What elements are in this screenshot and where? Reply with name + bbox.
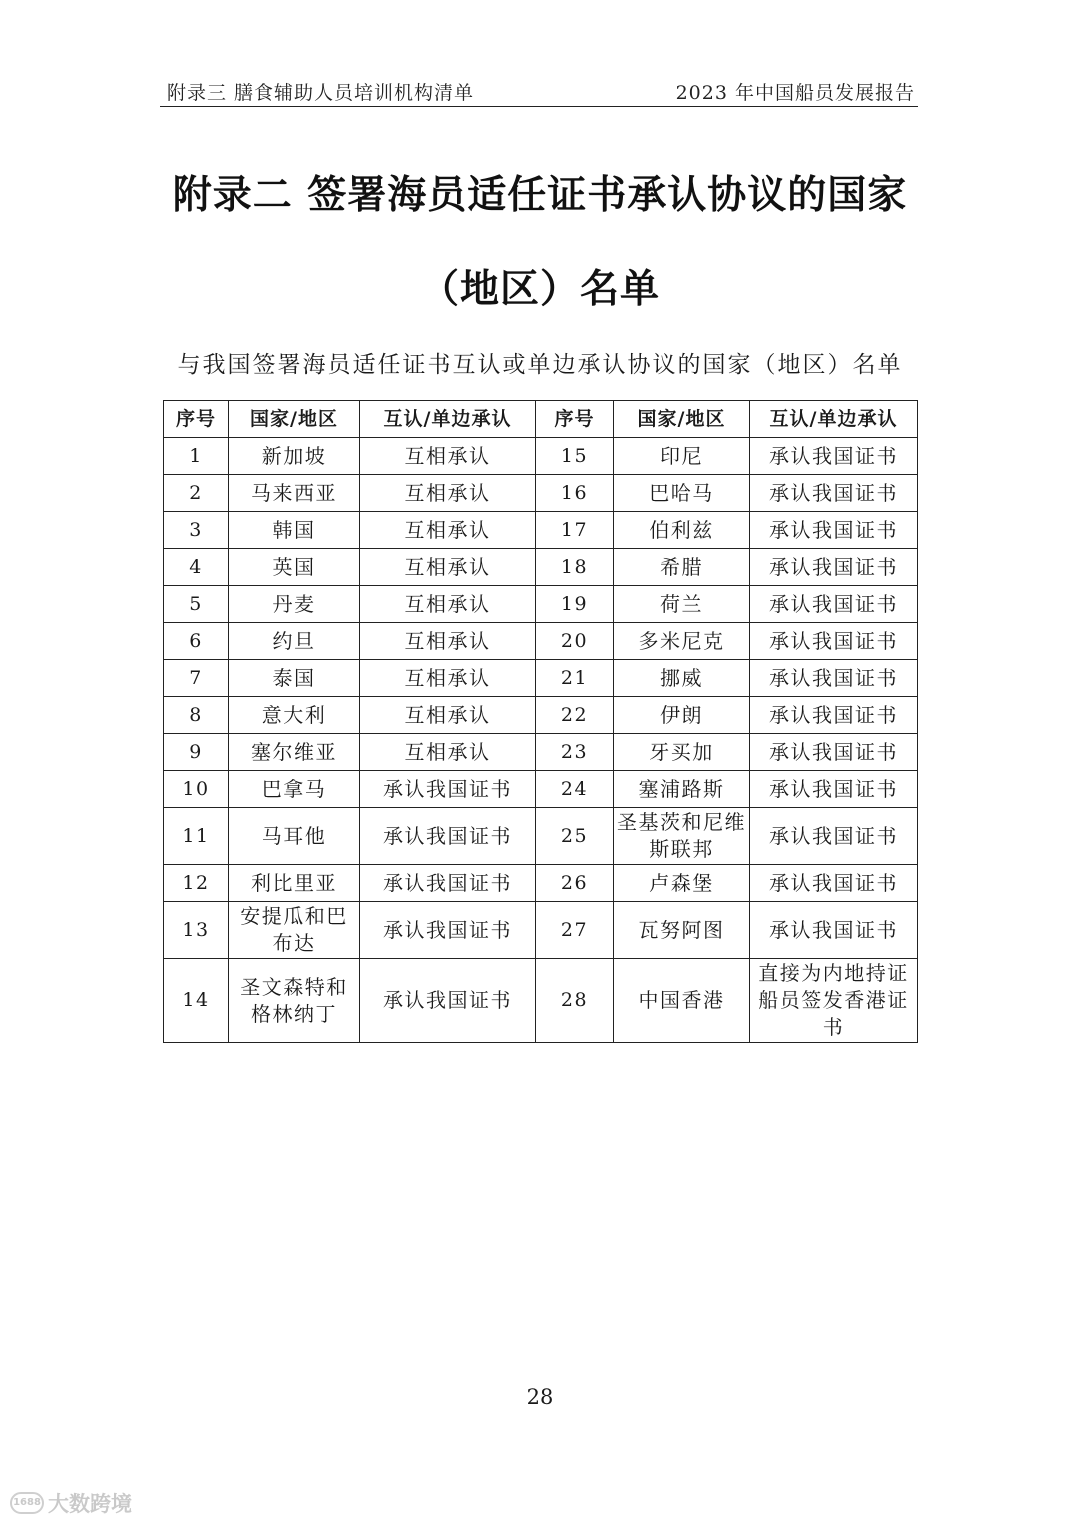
country-cell: 安提瓜和巴布达: [229, 902, 360, 959]
recognition-cell: 承认我国证书: [360, 959, 536, 1043]
recognition-cell: 承认我国证书: [750, 512, 918, 549]
header-serial-2: 序号: [536, 401, 614, 438]
serial-cell: 13: [164, 902, 229, 959]
recognition-cell: 承认我国证书: [750, 660, 918, 697]
serial-cell: 14: [164, 959, 229, 1043]
country-cell: 伯利兹: [614, 512, 750, 549]
serial-cell: 24: [536, 771, 614, 808]
recognition-cell: 直接为内地持证船员签发香港证书: [750, 959, 918, 1043]
serial-cell: 20: [536, 623, 614, 660]
country-cell: 新加坡: [229, 438, 360, 475]
recognition-cell: 承认我国证书: [750, 902, 918, 959]
country-cell: 印尼: [614, 438, 750, 475]
country-cell: 卢森堡: [614, 865, 750, 902]
agreement-countries-table: [163, 400, 918, 1043]
country-cell: 丹麦: [229, 586, 360, 623]
serial-cell: 11: [164, 808, 229, 865]
serial-cell: 10: [164, 771, 229, 808]
serial-cell: 12: [164, 865, 229, 902]
header-country-2: 国家/地区: [614, 401, 750, 438]
recognition-cell: 承认我国证书: [750, 549, 918, 586]
table-row: [164, 902, 918, 959]
table-row: [164, 808, 918, 865]
recognition-cell: 承认我国证书: [750, 475, 918, 512]
country-cell: 牙买加: [614, 734, 750, 771]
serial-cell: 27: [536, 902, 614, 959]
watermark: [10, 1488, 132, 1518]
recognition-cell: 互相承认: [360, 549, 536, 586]
table-row: [164, 697, 918, 734]
serial-cell: 7: [164, 660, 229, 697]
recognition-cell: 承认我国证书: [750, 586, 918, 623]
running-header-right: 2023 年中国船员发展报告: [675, 82, 915, 104]
serial-cell: 26: [536, 865, 614, 902]
watermark-text: 大数跨境: [48, 1492, 132, 1516]
watermark-logo-icon: 1688: [10, 1492, 44, 1514]
table-row: [164, 586, 918, 623]
country-cell: 挪威: [614, 660, 750, 697]
recognition-cell: 承认我国证书: [360, 771, 536, 808]
serial-cell: 2: [164, 475, 229, 512]
country-cell: 圣基茨和尼维斯联邦: [614, 808, 750, 865]
serial-cell: 22: [536, 697, 614, 734]
recognition-cell: 承认我国证书: [750, 623, 918, 660]
table-row: [164, 771, 918, 808]
recognition-cell: 互相承认: [360, 586, 536, 623]
page-number: 28: [526, 1385, 554, 1409]
country-cell: 塞尔维亚: [229, 734, 360, 771]
country-cell: 韩国: [229, 512, 360, 549]
country-cell: 中国香港: [614, 959, 750, 1043]
country-cell: 荷兰: [614, 586, 750, 623]
recognition-cell: 承认我国证书: [750, 771, 918, 808]
serial-cell: 21: [536, 660, 614, 697]
table-header-row: [164, 401, 918, 438]
serial-cell: 15: [536, 438, 614, 475]
recognition-cell: 承认我国证书: [750, 438, 918, 475]
table-row: [164, 959, 918, 1043]
country-cell: 巴哈马: [614, 475, 750, 512]
country-cell: 英国: [229, 549, 360, 586]
header-serial-1: 序号: [164, 401, 229, 438]
table-row: [164, 475, 918, 512]
serial-cell: 23: [536, 734, 614, 771]
table-row: [164, 734, 918, 771]
recognition-cell: 互相承认: [360, 697, 536, 734]
country-cell: 泰国: [229, 660, 360, 697]
serial-cell: 9: [164, 734, 229, 771]
serial-cell: 17: [536, 512, 614, 549]
recognition-cell: 互相承认: [360, 734, 536, 771]
table-row: [164, 438, 918, 475]
recognition-cell: 互相承认: [360, 475, 536, 512]
table-row: [164, 512, 918, 549]
serial-cell: 3: [164, 512, 229, 549]
serial-cell: 25: [536, 808, 614, 865]
recognition-cell: 互相承认: [360, 438, 536, 475]
table-row: [164, 660, 918, 697]
page-title-line-2: （地区）名单: [419, 267, 660, 312]
country-cell: 利比里亚: [229, 865, 360, 902]
recognition-cell: 承认我国证书: [750, 808, 918, 865]
header-recognition-1: 互认/单边承认: [360, 401, 536, 438]
recognition-cell: 互相承认: [360, 512, 536, 549]
country-cell: 巴拿马: [229, 771, 360, 808]
serial-cell: 19: [536, 586, 614, 623]
serial-cell: 1: [164, 438, 229, 475]
running-header-left: 附录三 膳食辅助人员培训机构清单: [167, 82, 475, 104]
country-cell: 瓦努阿图: [614, 902, 750, 959]
country-cell: 马耳他: [229, 808, 360, 865]
recognition-cell: 互相承认: [360, 623, 536, 660]
country-cell: 希腊: [614, 549, 750, 586]
country-cell: 伊朗: [614, 697, 750, 734]
serial-cell: 18: [536, 549, 614, 586]
table-row: [164, 865, 918, 902]
table-caption: 与我国签署海员适任证书互认或单边承认协议的国家（地区）名单: [177, 352, 903, 378]
recognition-cell: 承认我国证书: [360, 808, 536, 865]
header-divider: [160, 106, 918, 107]
recognition-cell: 互相承认: [360, 660, 536, 697]
table-row: [164, 623, 918, 660]
recognition-cell: 承认我国证书: [750, 865, 918, 902]
serial-cell: 8: [164, 697, 229, 734]
recognition-cell: 承认我国证书: [360, 865, 536, 902]
country-cell: 约旦: [229, 623, 360, 660]
recognition-cell: 承认我国证书: [750, 697, 918, 734]
serial-cell: 16: [536, 475, 614, 512]
country-cell: 马来西亚: [229, 475, 360, 512]
serial-cell: 4: [164, 549, 229, 586]
header-recognition-2: 互认/单边承认: [750, 401, 918, 438]
header-country-1: 国家/地区: [229, 401, 360, 438]
country-cell: 意大利: [229, 697, 360, 734]
serial-cell: 6: [164, 623, 229, 660]
page-title-line-1: 附录二 签署海员适任证书承认协议的国家: [172, 173, 908, 218]
recognition-cell: 承认我国证书: [360, 902, 536, 959]
country-cell: 多米尼克: [614, 623, 750, 660]
country-cell: 塞浦路斯: [614, 771, 750, 808]
country-cell: 圣文森特和格林纳丁: [229, 959, 360, 1043]
recognition-cell: 承认我国证书: [750, 734, 918, 771]
table-row: [164, 549, 918, 586]
serial-cell: 5: [164, 586, 229, 623]
serial-cell: 28: [536, 959, 614, 1043]
